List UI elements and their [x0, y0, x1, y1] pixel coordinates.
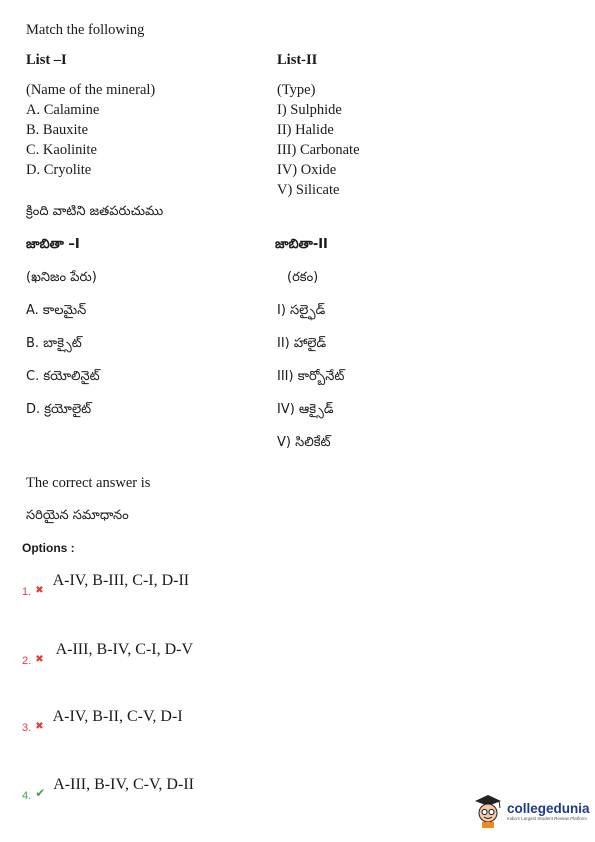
option-number: 3.	[22, 722, 32, 734]
option-1[interactable]	[22, 572, 190, 598]
telugu-list2-item: III) కార్బోనేట్	[277, 369, 345, 384]
option-text: A-III, B-IV, C-V, D-II	[53, 776, 194, 793]
telugu-list2-item: IV) ఆక్సైడ్	[277, 402, 334, 417]
telugu-list1-item: (ఖనిజం పేరు)	[26, 270, 97, 285]
option-3[interactable]	[22, 708, 183, 734]
cross-icon: ✖	[35, 654, 44, 665]
telugu-list2-item: V) సిలికేట్	[277, 435, 331, 450]
option-4[interactable]	[22, 776, 194, 802]
list1-item: B. Bauxite	[26, 122, 89, 138]
list2-item: III) Carbonate	[277, 142, 360, 158]
telugu-intro-text: క్రింది వాటిని జతపరుచుము	[26, 204, 164, 219]
telugu-list2-item: II) హాలైడ్	[277, 336, 327, 351]
collegedunia-logo	[473, 794, 590, 828]
option-number: 4.	[22, 790, 32, 802]
option-text: A-IV, B-III, C-I, D-II	[52, 572, 190, 589]
options-label: Options :	[22, 541, 75, 555]
option-number: 2.	[22, 655, 32, 667]
telugu-list2-item: (రకం)	[287, 270, 319, 285]
check-icon: ✔	[35, 786, 46, 800]
cross-icon: ✖	[35, 585, 44, 596]
telugu-list1-item: C. కయోలినైట్	[26, 369, 100, 384]
logo-tagline: India's Largest Student Review Platform	[507, 816, 587, 821]
list1-item: A. Calamine	[26, 102, 100, 118]
list1-heading: List –I	[26, 52, 67, 68]
list1-column	[26, 80, 155, 180]
telugu-list1-heading: జాబితా –I	[26, 237, 80, 252]
telugu-list2-heading: జాబితా-II	[275, 237, 328, 252]
list2-item: II) Halide	[277, 122, 334, 138]
option-text: A-IV, B-II, C-V, D-I	[52, 708, 183, 725]
list2-item: (Type)	[277, 82, 316, 98]
cross-icon: ✖	[35, 721, 44, 732]
telugu-list1-item: A. కాలమైన్	[26, 303, 87, 318]
list2-item: V) Silicate	[277, 182, 340, 198]
logo-name: collegedunia	[507, 801, 590, 816]
telugu-list1-item: D. క్రయోలైట్	[26, 402, 92, 417]
telugu-question-text: సరియైన సమాధానం	[26, 508, 129, 523]
question-text: The correct answer is	[26, 475, 151, 491]
list2-item: IV) Oxide	[277, 162, 337, 178]
telugu-list2-item: I) సల్ఫైడ్	[277, 303, 326, 318]
intro-text: Match the following	[26, 22, 145, 38]
list2-heading: List-II	[277, 52, 318, 68]
list1-item: C. Kaolinite	[26, 142, 97, 158]
telugu-list1-item: B. బాక్సైట్	[26, 336, 82, 351]
mascot-icon	[473, 794, 503, 828]
list2-column	[277, 80, 360, 200]
list1-item: (Name of the mineral)	[26, 82, 156, 98]
list1-item: D. Cryolite	[26, 162, 92, 178]
option-text: A-III, B-IV, C-I, D-V	[55, 641, 194, 658]
list2-item: I) Sulphide	[277, 102, 342, 118]
option-2[interactable]	[22, 641, 194, 667]
option-number: 1.	[22, 586, 32, 598]
